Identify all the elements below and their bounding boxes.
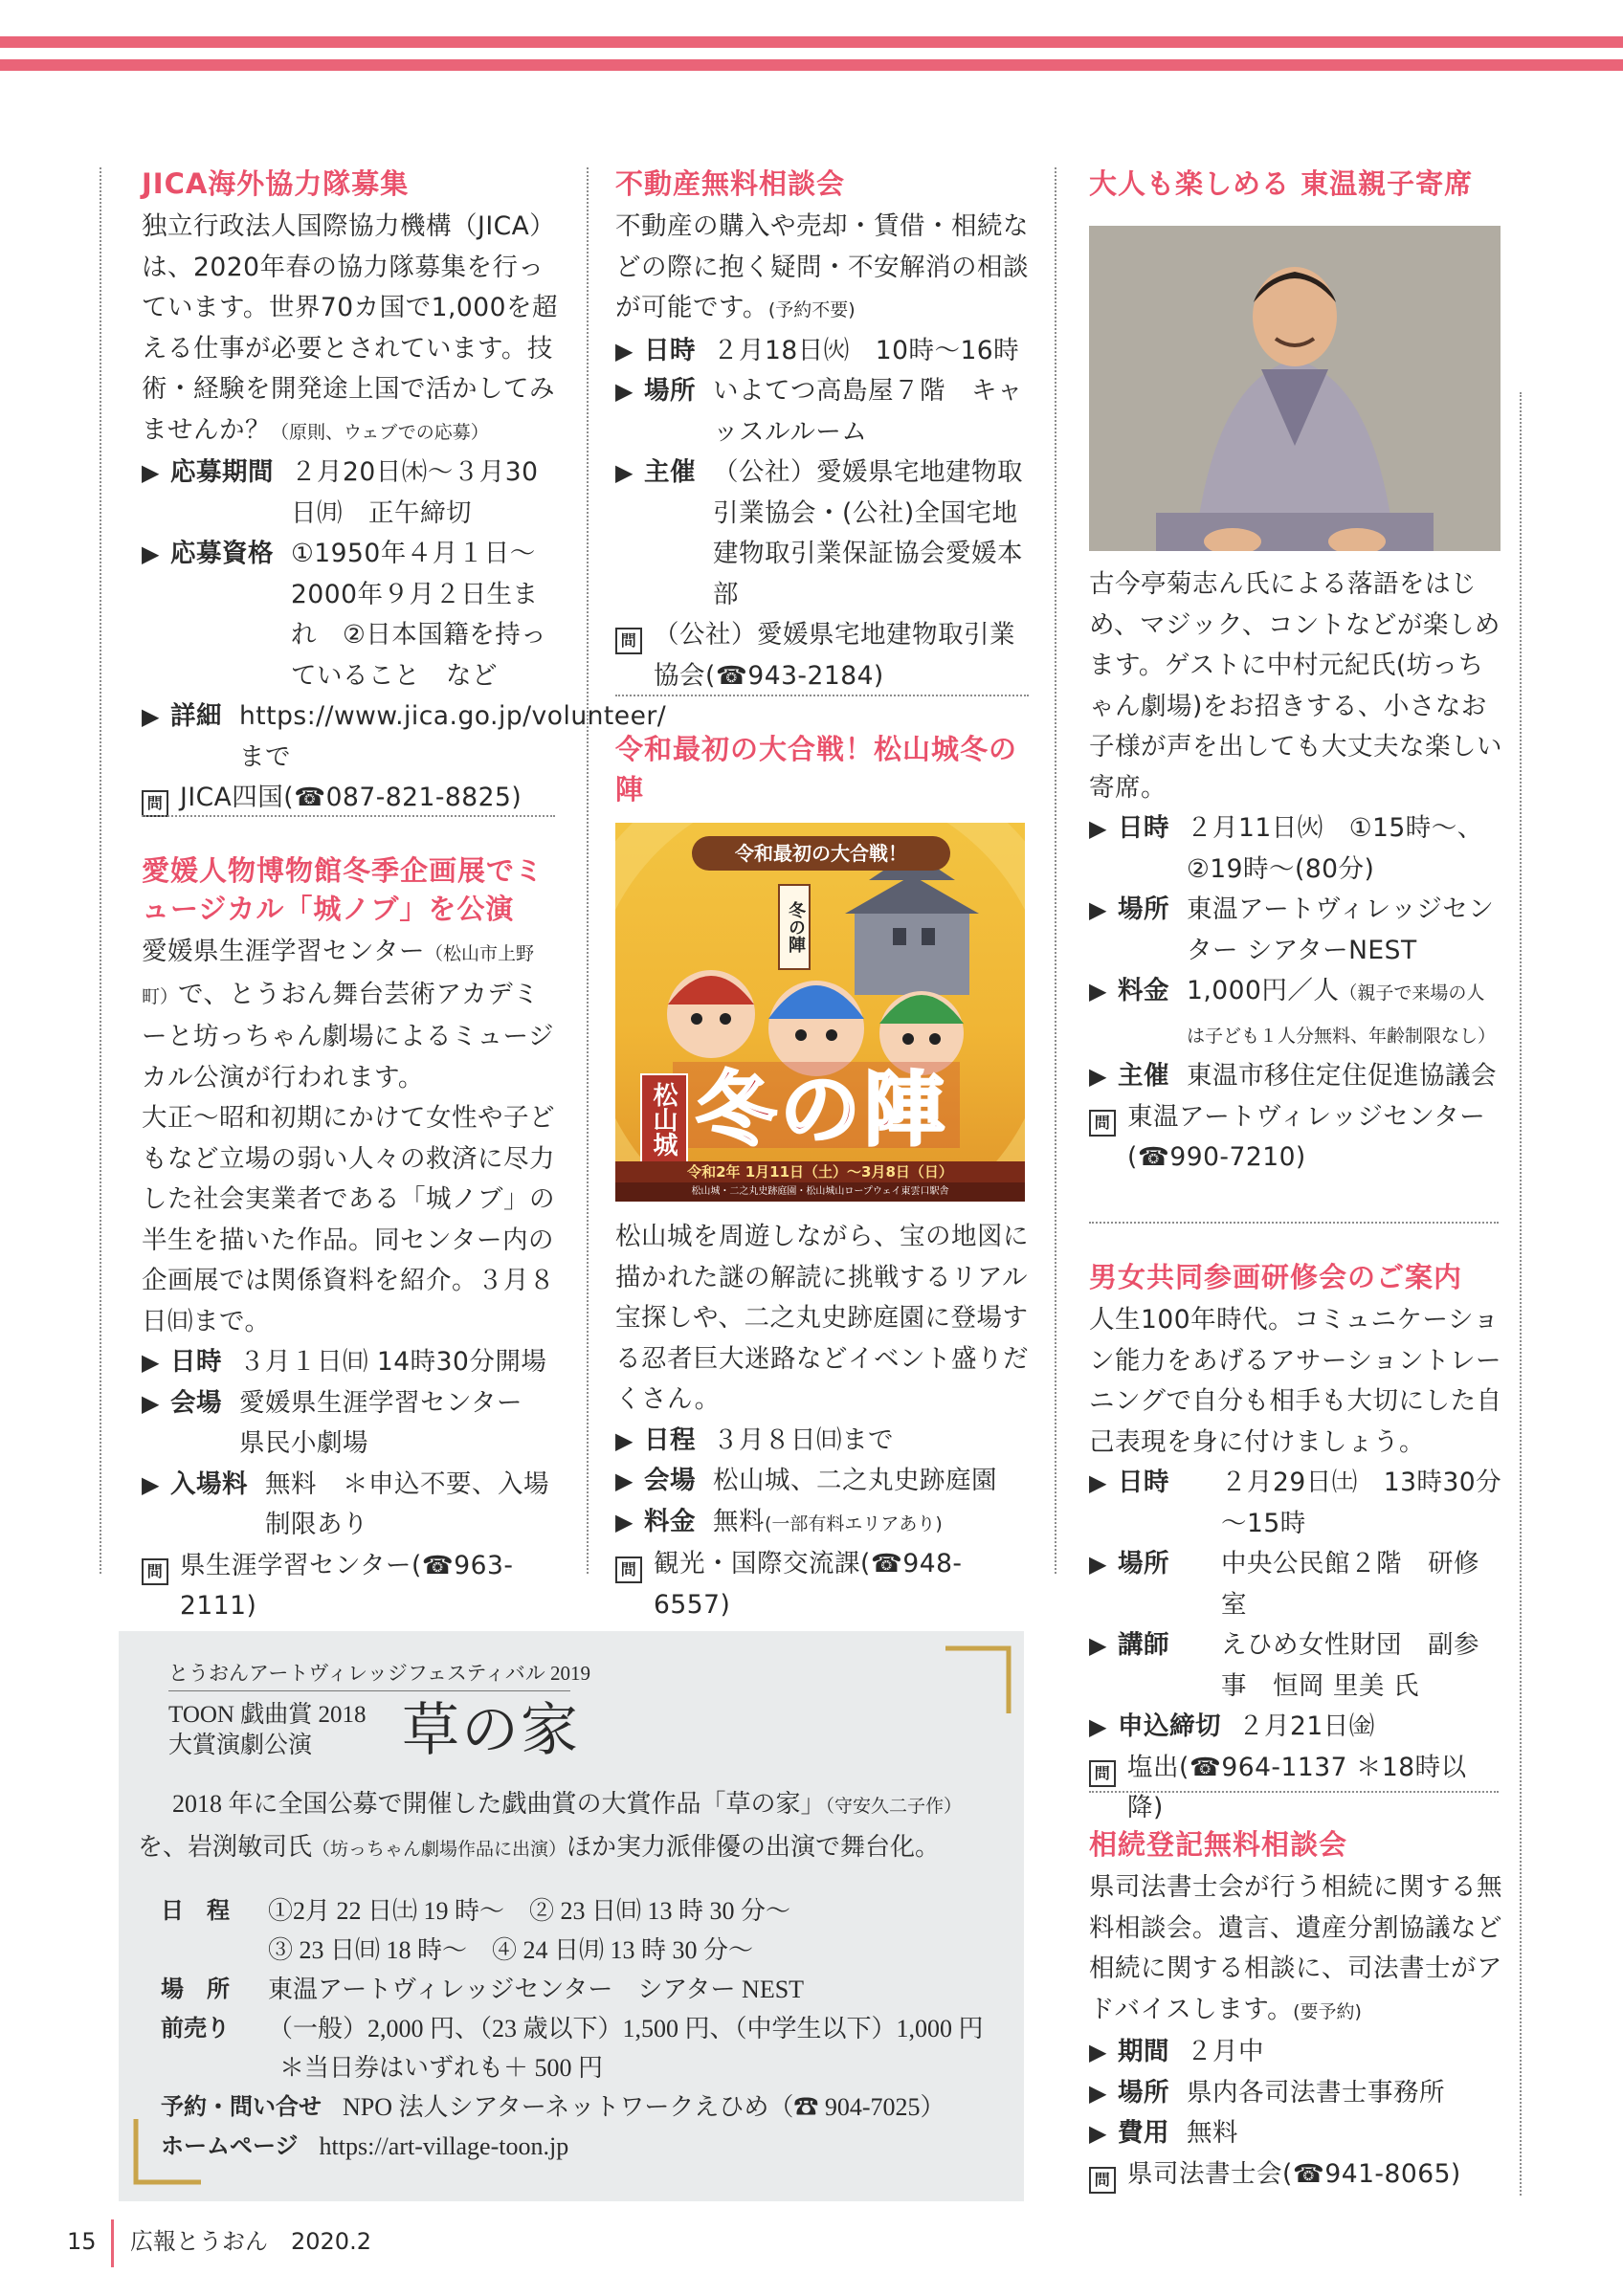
info-row: ▶ 費用 無料 [1089, 2113, 1502, 2154]
contact-line: 問 JICA四国(☎087-821-8825) [142, 778, 559, 819]
triangle-marker-icon: ▶ [142, 1389, 160, 1417]
header-bar-top [0, 36, 1623, 48]
article-title: 大人も楽しめる 東温親子寄席 [1089, 167, 1474, 200]
poster-flag: 冬の陣 [778, 884, 811, 970]
triangle-marker-icon: ▶ [1089, 1063, 1107, 1090]
festival-box [119, 1631, 1024, 2201]
poster-venue: 松山城・二之丸史跡庭園・松山城山ロープウェイ東雲口駅舎 [615, 1182, 1025, 1202]
poster-main-title: 冬の陣 [696, 1063, 949, 1157]
footer-rule [111, 2219, 114, 2267]
contact-line: 問 観光・国際交流課(☎948-6557) [615, 1544, 1029, 1625]
triangle-marker-icon: ▶ [1089, 1551, 1107, 1578]
article-body: 古今亭菊志ん氏による落語をはじめ、マジック、コントなどが楽しめます。ゲストに中村元紀氏(坊っちゃん劇場)をお招きする、小さなお子様が声を出しても大丈夫な楽しい寄席。 [1089, 569, 1502, 803]
article-title: 愛媛人物博物館冬季企画展でミュージカル「城ノブ」を公演 [142, 854, 545, 925]
triangle-marker-icon: ▶ [615, 337, 634, 364]
info-row: ▶ 応募期間 ２月20日㈭～３月30日㈪ 正午締切 [142, 453, 559, 534]
section-divider [1089, 1222, 1499, 1224]
info-row: ▶ 日時 ２月18日㈫ 10時～16時 [615, 331, 1029, 372]
homepage-link[interactable]: https://art-village-toon.jp [319, 2132, 569, 2160]
info-row: ▶ 場所 中央公民館２階 研修室 [1089, 1544, 1502, 1625]
contact-line: 問 （公社）愛媛県宅地建物取引業協会(☎943-2184) [615, 615, 1029, 696]
article-museum [142, 851, 559, 1627]
play-title: 草の家 [402, 1699, 580, 1762]
article-body: 県司法書士会が行う相続に関する無料相談会。遺言、遺産分割協議など相続に関する相談に、司法書士がアドバイスします。(要予約) [1089, 1872, 1502, 2024]
triangle-marker-icon: ▶ [1089, 1713, 1107, 1740]
info-row: ▶ 会場 愛媛県生涯学習センター 県民小劇場 [142, 1383, 559, 1465]
inquiry-icon: 問 [1089, 1760, 1116, 1787]
column-rule-middle [587, 167, 589, 1574]
triangle-marker-icon: ▶ [1089, 978, 1107, 1004]
article-title: JICA海外協力隊募集 [142, 167, 410, 200]
inquiry-icon: 問 [615, 1556, 642, 1583]
info-row: ▶ 日程 ３月８日㈰まで [615, 1421, 1029, 1462]
contact-line: 問 東温アートヴィレッジセンター(☎990-7210) [1089, 1097, 1502, 1179]
poster-side-label: 松山城 [640, 1073, 688, 1165]
article-title: 不動産無料相談会 [615, 167, 846, 200]
publication-name: 広報とうおん 2020.2 [130, 2228, 371, 2255]
info-row: ▶ 場所 いよてつ高島屋７階 キャッスルルーム [615, 371, 1029, 453]
triangle-marker-icon: ▶ [142, 1349, 160, 1376]
award-line-1: TOON 戯曲賞 2018 [168, 1702, 367, 1728]
jica-url: https://www.jica.go.jp/volunteer/ まで [239, 701, 693, 772]
info-row: ▶ 場所 県内各司法書士事務所 [1089, 2073, 1502, 2114]
info-row: ▶ 料金 無料(一部有料エリアあり) [615, 1502, 1029, 1545]
info-row: ▶ 日時 ２月29日㈯ 13時30分～15時 [1089, 1463, 1502, 1544]
triangle-marker-icon: ▶ [615, 1508, 634, 1535]
contact-line: 問 県司法書士会(☎941-8065) [1089, 2154, 1502, 2196]
article-body: 人生100年時代。コミュニケーション能力をあげるアサーショントレーニングで自分も相手も大切にした自己表現を身に付けましょう。 [1089, 1305, 1502, 1457]
column-rule-far-right [1520, 392, 1522, 2196]
info-row: ▶ 料金 1,000円／人（親子で来場の人は子ども１人分無料、年齢制限なし） [1089, 971, 1502, 1056]
article-inherit [1089, 1825, 1502, 2195]
homepage-row: ホームページ https://art-village-toon.jp [161, 2127, 1012, 2166]
award-line-2: 大賞演劇公演 [168, 1733, 313, 1758]
price-row: 前売り （一般）2,000 円、（23 歳以下）1,500 円、（中学生以下）1,000 円 [161, 2015, 984, 2042]
triangle-marker-icon: ▶ [1089, 1632, 1107, 1659]
article-title: 令和最初の大合戦！松山城冬の陣 [615, 733, 1018, 806]
info-row: ▶ 詳細 https://www.jica.go.jp/volunteer/ まで [142, 696, 559, 778]
triangle-marker-icon: ▶ [1089, 2079, 1107, 2107]
inquiry-icon: 問 [142, 1558, 168, 1585]
article-yose-body [1089, 564, 1502, 1179]
triangle-marker-icon: ▶ [1089, 896, 1107, 923]
triangle-marker-icon: ▶ [142, 459, 160, 486]
venue-row: 場 所 東温アートヴィレッジセンター シアター NEST [161, 1976, 805, 2003]
info-row: ▶ 申込締切 ２月21日㈮ [1089, 1707, 1502, 1748]
article-gender [1089, 1258, 1502, 1829]
triangle-marker-icon: ▶ [1089, 1469, 1107, 1496]
article-body: 不動産の購入や売却・賃借・相続などの際に抱く疑問・不安解消の相談が可能です。(予約不要) [615, 211, 1029, 322]
article-castle-body [615, 1217, 1029, 1625]
festival-details [161, 1891, 1012, 2166]
article-castle [615, 729, 1029, 813]
info-row: ▶ 期間 ２月中 [1089, 2032, 1502, 2073]
contact-line: 問 塩出(☎964-1137 ＊18時以降) [1089, 1748, 1502, 1829]
article-body: 愛媛県生涯学習センター（松山市上野町）で、とうおん舞台芸術アカデミーと坊っちゃん劇場によるミュージカル公演が行われます。 [142, 937, 554, 1093]
schedule-row-2: ③ 23 日㈰ 18 時～ ④ 24 日㈪ 13 時 30 分～ [268, 1936, 754, 1964]
article-title: 男女共同参画研修会のご案内 [1089, 1261, 1463, 1293]
article-yose [1089, 165, 1502, 207]
poster-banner: 令和最初の大合戦！ [692, 836, 950, 871]
info-row: ▶ 場所 東温アートヴィレッジセンター シアターNEST [1089, 890, 1502, 971]
triangle-marker-icon: ▶ [142, 1470, 160, 1498]
article-body-2: 大正～昭和初期にかけて女性や子どもなど立場の弱い人々の救済に尽力した社会実業者である「城ノブ」の半生を描いた作品。同センター内の企画展では関係資料を紹介。３月８日㈰まで。 [142, 1103, 555, 1336]
triangle-marker-icon: ▶ [1089, 815, 1107, 842]
info-row: ▶ 会場 松山城、二之丸史跡庭園 [615, 1461, 1029, 1502]
triangle-marker-icon: ▶ [1089, 2120, 1107, 2147]
inquiry-icon: 問 [615, 628, 642, 654]
triangle-marker-icon: ▶ [142, 703, 160, 730]
castle-event-poster [615, 823, 1025, 1202]
info-row: ▶ 主催 （公社）愛媛県宅地建物取引業協会・(公社)全国宅地建物取引業保証協会愛媛本部 [615, 453, 1029, 615]
castle-silhouette [855, 909, 969, 995]
info-row: ▶ 日時 ３月１日㈰ 14時30分開場 [142, 1342, 559, 1383]
info-row: ▶ 講師 えひめ女性財団 副参事 恒岡 里美 氏 [1089, 1625, 1502, 1707]
page-number: 15 [67, 2228, 97, 2255]
article-body: 松山城を周遊しながら、宝の地図に描かれた謎の解読に挑戦するリアル宝探しや、二之丸史跡庭園に登場する忍者巨大迷路などイベント盛りだくさん。 [615, 1222, 1029, 1414]
column-rule-left [100, 167, 101, 1574]
performer-figure [1089, 226, 1501, 551]
info-row: ▶ 応募資格 ①1950年４月１日～2000年９月２日生まれ ②日本国籍を持っていること など [142, 534, 559, 696]
triangle-marker-icon: ▶ [142, 541, 160, 567]
section-divider [615, 695, 1029, 696]
inquiry-icon: 問 [142, 790, 168, 817]
page-footer [67, 2219, 641, 2267]
triangle-marker-icon: ▶ [615, 378, 634, 405]
info-row: ▶ 日時 ２月11日㈫ ①15時～、②19時～(80分) [1089, 808, 1502, 890]
header-bar-bottom [0, 59, 1623, 71]
triangle-marker-icon: ▶ [1089, 2039, 1107, 2065]
poster-dates: 令和2年 1月11日（土）～3月8日（日） [615, 1161, 1025, 1182]
article-jica [142, 165, 693, 819]
triangle-marker-icon: ▶ [615, 1426, 634, 1454]
column-rule-right [1055, 167, 1056, 1574]
section-divider [1089, 1791, 1499, 1793]
article-body: 独立行政法人国際協力機構（JICA）は、2020年春の協力隊募集を行っています。世界70カ国で1,000を超える仕事が必要とされています。技術・経験を開発途上国で活かしてみませんか？（原則、ウェブでの応募） [142, 211, 558, 445]
rakugo-performer-photo [1089, 226, 1501, 551]
inquiry-icon: 問 [1089, 1110, 1116, 1137]
triangle-marker-icon: ▶ [615, 459, 634, 486]
festival-series-underline [168, 1690, 570, 1691]
info-row: ▶ 主催 東温市移住定住促進協議会 [1089, 1056, 1502, 1097]
festival-series: とうおんアートヴィレッジフェスティバル 2019 [168, 1662, 590, 1685]
gold-corner-top-right [945, 1641, 1018, 1713]
article-realestate [615, 165, 1029, 696]
section-divider [142, 815, 555, 817]
info-row: ▶ 入場料 無料 ＊申込不要、入場制限あり [142, 1465, 559, 1546]
festival-description: 2018 年に全国公募で開催した戯曲賞の大賞作品「草の家」（守安久二子作） を、岩渕敏司氏（坊っちゃん劇場作品に出演）ほか実力派俳優の出演で舞台化。 [138, 1790, 963, 1861]
article-title: 相続登記無料相談会 [1089, 1828, 1348, 1861]
inquiry-icon: 問 [1089, 2167, 1116, 2194]
schedule-row: 日 程 ①2月 22 日㈯ 19 時～ ② 23 日㈰ 13 時 30 分～ [161, 1897, 791, 1925]
triangle-marker-icon: ▶ [615, 1468, 634, 1494]
price-row-2: ＊当日券はいずれも＋ 500 円 [279, 2054, 604, 2082]
contact-row: 予約・問い合せ NPO 法人シアターネットワークえひめ（☎ 904-7025） [161, 2093, 945, 2121]
contact-line: 問 県生涯学習センター(☎963-2111) [142, 1546, 559, 1627]
